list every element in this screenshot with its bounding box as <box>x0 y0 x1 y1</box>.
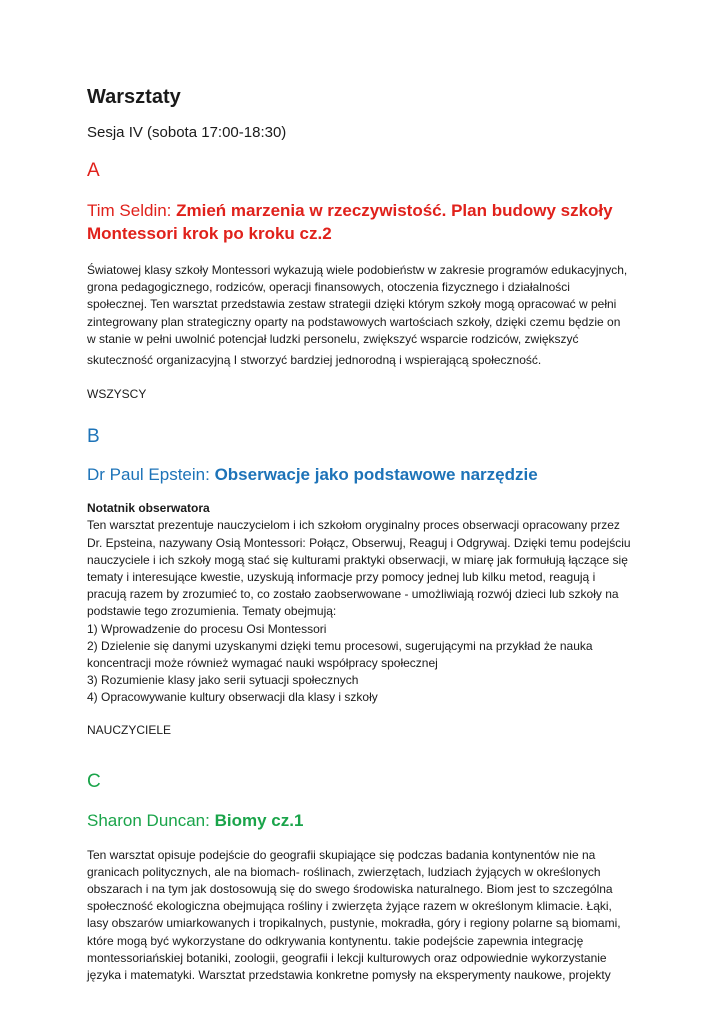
description-line: nauczyciele i ich szkoły mogą stać się kulturami praktyki obserwacji, w miarę jak formułują łączące się <box>87 552 628 567</box>
description-line: tematy i interesujące kwestie, uzyskują informacje przy pomocy jednej lub kilku metod, reagują i <box>87 570 596 585</box>
list-item: 4) Opracowywanie kultury obserwacji dla klasy i szkoły <box>87 690 378 705</box>
description-line: języka i matematyki. Warsztat przedstawia konkretne pomysły na eksperymenty naukowe, projekty <box>87 968 611 983</box>
page-title: Warsztaty <box>87 86 181 108</box>
section-a-heading <box>87 199 643 245</box>
section-c-title: Biomy cz.1 <box>214 810 304 830</box>
section-c-description <box>87 847 643 985</box>
description-line: skuteczność organizacyjną I stworzyć bardziej jednorodną i wspierającą społeczność. <box>87 353 542 368</box>
list-item: koncentracji może również wymagać nauki współpracy społecznej <box>87 656 438 671</box>
description-line: zintegrowany plan strategiczny oparty na podstawowych wartościach szkoły, dzięki czemu będzie on <box>87 314 621 329</box>
description-line: Ten warsztat opisuje podejście do geografii skupiające się podczas badania kontynentów nie na <box>87 847 596 862</box>
list-item: 2) Dzielenie się danymi uzyskanymi dzięki temu procesowi, sugerującymi na przykład że nauka <box>87 638 593 653</box>
description-line: obszarach i na tym jak dostosowują się do swego środowiska naturalnego. Biom jest to szczególna <box>87 882 613 897</box>
description-line: podstawie tego zrozumienia. Tematy obejmują: <box>87 604 337 619</box>
section-b-title: Obserwacje jako podstawowe narzędzie <box>214 465 538 485</box>
description-line: Ten warsztat prezentuje nauczycielom i ich szkołom oryginalny proces obserwacji opracowany przez <box>87 518 620 533</box>
description-line: granicach politycznych, ale na biomach- roślinach, zwierzętach, ludziach żyjących w określonych <box>87 864 601 879</box>
section-b-speaker: Dr Paul Epstein: <box>87 465 215 485</box>
description-line: w stanie w pełni uwolnić potencjał ludzki personelu, zwiększyć wsparcie rodziców, zwiększyć <box>87 331 579 346</box>
description-line: które mogą być wykorzystane do odkrywania kontynentu. takie podejście zapewnia integrację <box>87 933 584 948</box>
description-line: Dr. Epsteina, nazywany Osią Montessori: Połącz, Obserwuj, Reaguj i Odgrywaj. Dzięki temu podejściu <box>87 535 631 550</box>
section-b-subheading: Notatnik obserwatora <box>87 501 210 516</box>
section-b-letter: B <box>87 426 100 448</box>
section-c-speaker: Sharon Duncan: <box>87 810 215 830</box>
description-line: Światowej klasy szkoły Montessori wykazują wiele podobieństw w zakresie programów edukacyjnych, <box>87 263 628 277</box>
section-b-description <box>87 517 643 706</box>
list-item: 3) Rozumienie klasy jako serii sytuacji społecznych <box>87 673 359 688</box>
section-b-audience: NAUCZYCIELE <box>87 722 172 737</box>
section-c-letter: C <box>87 770 101 792</box>
description-line: montessoriańskiej botaniki, zoologii, geografii i lekcji kulturowych oraz odpowiednie wykorzystanie <box>87 950 607 965</box>
session-info: Sesja IV (sobota 17:00-18:30) <box>87 124 287 141</box>
description-line: społecznej. Ten warsztat przedstawia zestaw strategii dzięki którym szkoły mogą opracować w pełni <box>87 297 617 312</box>
description-line: lasy obszarów umiarkowanych i tropikalnych, pustynie, mokradła, góry i regiony polarne są biomami, <box>87 916 621 931</box>
section-a-audience: WSZYSCY <box>87 387 147 402</box>
section-b-heading <box>87 463 643 486</box>
section-a-speaker: Tim Seldin: <box>87 201 177 220</box>
section-a-letter: A <box>87 160 100 181</box>
description-line: społeczność ekologiczna obejmująca rośliny i zwierzęta żyjące razem w określonym klimacie. Łąki, <box>87 899 612 914</box>
description-line: grona pedagogicznego, rodziców, operacji finansowych, otoczenia fizycznego i działalności <box>87 280 570 295</box>
page-content <box>87 84 643 984</box>
description-line: pracują razem by zrozumieć to, co zostało zaobserwowane - umożliwiają rozwój dzieci lub szkoły na <box>87 587 619 602</box>
section-a-description <box>87 262 643 369</box>
section-a-title: Zmień marzenia w rzeczywistość. Plan budowy szkoły Montessori krok po kroku cz.2 <box>87 201 613 243</box>
list-item: 1) Wprowadzenie do procesu Osi Montessori <box>87 621 327 636</box>
section-c-heading <box>87 809 643 832</box>
